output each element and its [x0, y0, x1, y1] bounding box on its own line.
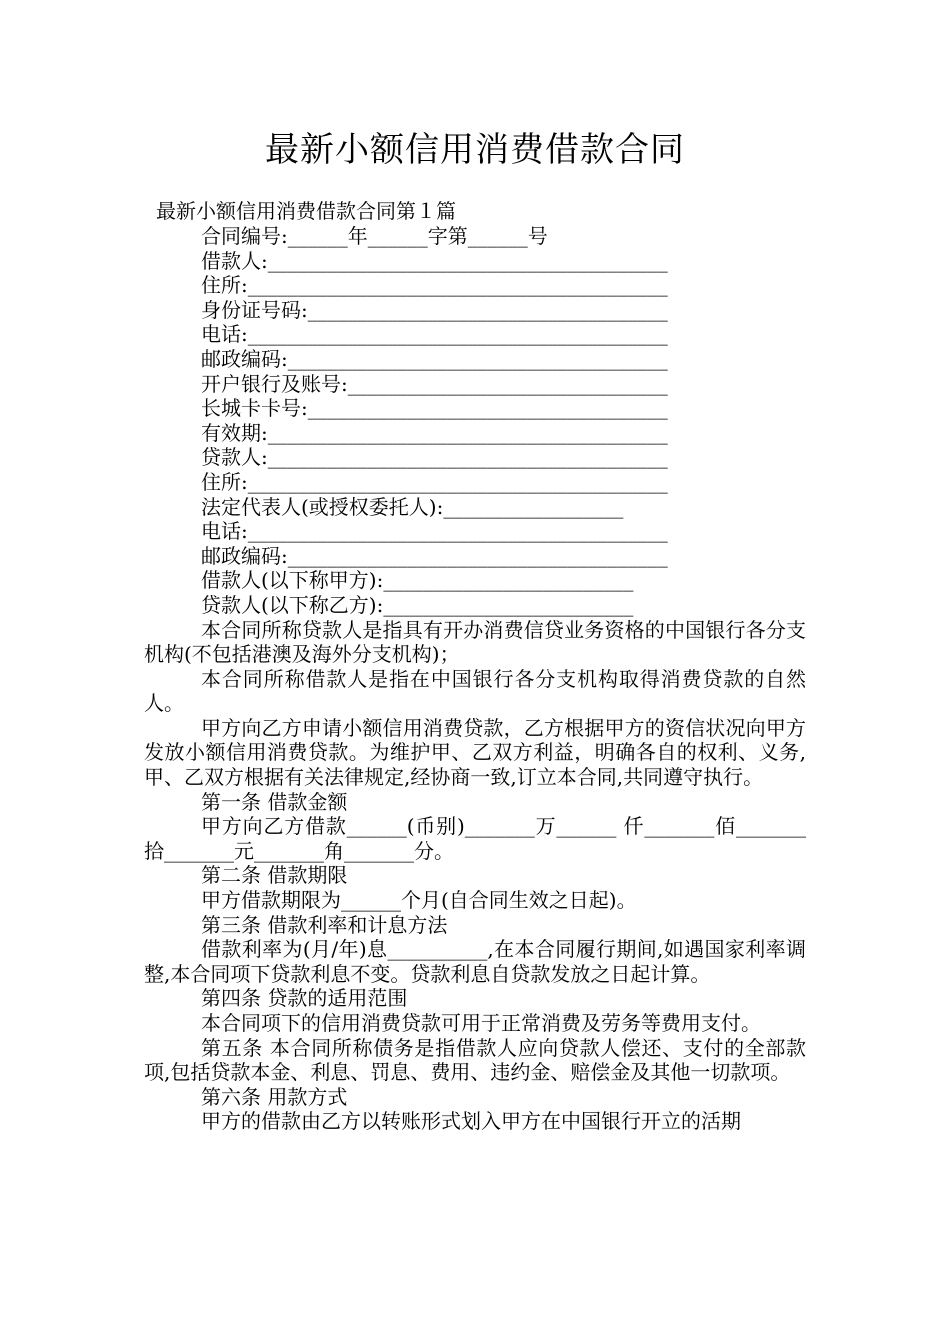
field-id-number: 身份证号码:____________________________________ — [201, 297, 668, 322]
field-bank-account: 开户银行及账号:________________________________ — [201, 371, 668, 396]
field-lender-postcode: 邮政编码:______________________________________ — [201, 543, 668, 568]
article-1-text: 甲方向乙方借款______(币别)_______万______ 仟_______佰_______拾_______元_______角_______分。 — [144, 814, 806, 863]
document-subtitle: 最新小额信用消费借款合同第１篇 — [156, 199, 456, 223]
article-5-text: 第五条 本合同所称债务是指借款人应向贷款人偿还、支付的全部款项,包括贷款本金、利息、罚息、费用、违约金、赔偿金及其他一切款项。 — [144, 1035, 806, 1085]
field-lender-address: 住所:__________________________________________ — [201, 469, 668, 494]
field-contract-number: 合同编号:______年______字第______号 — [201, 224, 548, 248]
paragraph-lender-definition: 本合同所称贷款人是指具有开办消费信贷业务资格的中国银行各分支机构(不包括港澳及海外分支机构)； — [144, 617, 806, 667]
document-title: 最新小额信用消费借款合同 — [265, 130, 685, 170]
field-party-a: 借款人(以下称甲方):_________________________ — [201, 568, 634, 593]
contract-body — [144, 224, 806, 1134]
field-card-number: 长城卡卡号:____________________________________ — [201, 396, 668, 421]
field-borrower-postcode: 邮政编码:______________________________________ — [201, 346, 668, 371]
article-3-text: 借款利率为(月/年)息__________,在本合同履行期间,如遇国家利率调整,本合同项下贷款利息不变。贷款利息自贷款发放之日起计算。 — [144, 937, 806, 986]
field-lender: 贷款人:________________________________________ — [201, 445, 668, 470]
field-borrower-address: 住所:__________________________________________ — [201, 273, 668, 298]
field-validity: 有效期:________________________________________ — [201, 420, 668, 445]
article-2-heading: 第二条 借款期限 — [201, 863, 348, 888]
field-legal-representative: 法定代表人(或授权委托人):__________________ — [201, 494, 624, 519]
article-3-heading: 第三条 借款利率和计息方法 — [201, 912, 448, 937]
field-party-b: 贷款人(以下称乙方):_________________________ — [201, 592, 634, 617]
article-6-heading: 第六条 用款方式 — [201, 1084, 348, 1109]
article-4-text: 本合同项下的信用消费贷款可用于正常消费及劳务等费用支付。 — [201, 1011, 761, 1035]
article-6-text: 甲方的借款由乙方以转账形式划入甲方在中国银行开立的活期 — [201, 1109, 741, 1134]
article-4-heading: 第四条 贷款的适用范围 — [201, 986, 408, 1011]
paragraph-borrower-definition: 本合同所称借款人是指在中国银行各分支机构取得消费贷款的自然人。 — [144, 666, 806, 716]
article-1-heading: 第一条 借款金额 — [201, 789, 348, 814]
field-borrower-phone: 电话:__________________________________________ — [201, 322, 668, 347]
field-borrower: 借款人:________________________________________ — [201, 248, 668, 273]
field-lender-phone: 电话:__________________________________________ — [201, 519, 668, 544]
paragraph-preamble: 甲方向乙方申请小额信用消费贷款，乙方根据甲方的资信状况向甲方发放小额信用消费贷款。为维护甲、乙双方利益，明确各自的权利、义务,甲、乙双方根据有关法律规定,经协商一致,订立本合同,共同遵守执行。 — [144, 715, 806, 790]
article-2-text: 甲方借款期限为______个月(自合同生效之日起)。 — [201, 888, 637, 913]
